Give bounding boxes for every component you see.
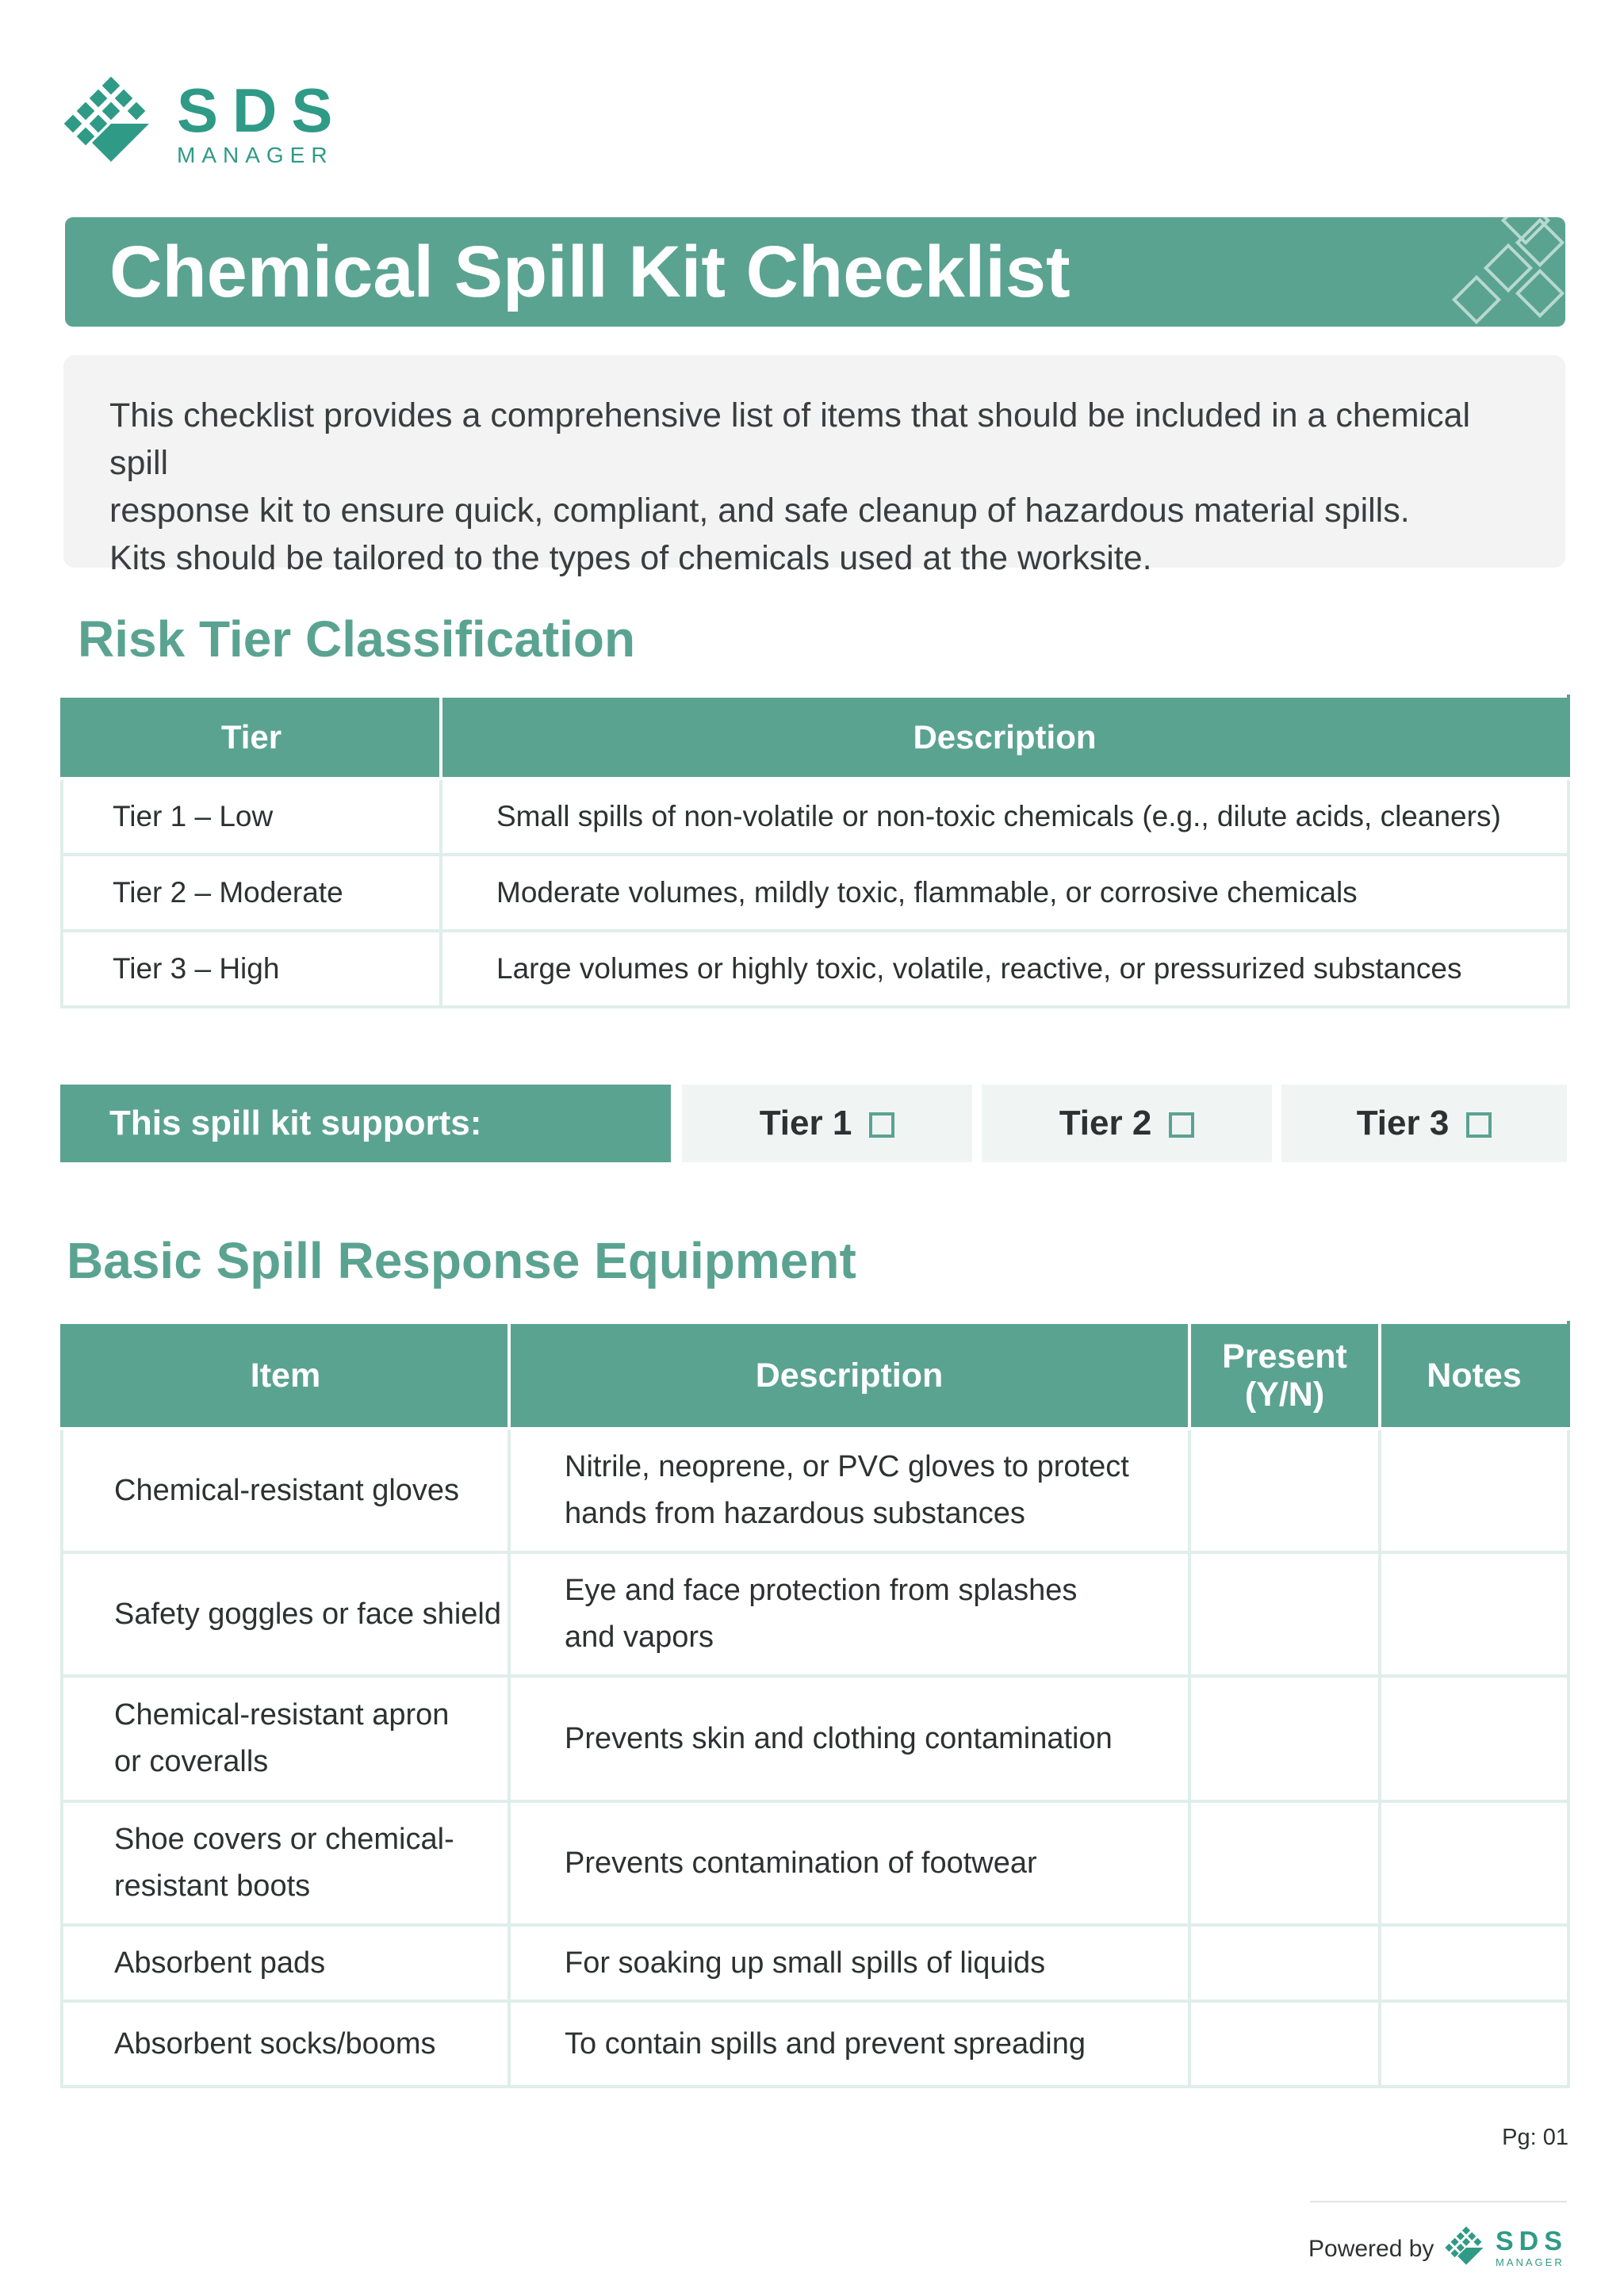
intro-line: This checklist provides a comprehensive list of items that should be included in a chemical spill <box>109 396 1471 482</box>
intro-box <box>63 355 1565 577</box>
intro-line: response kit to ensure quick, compliant, and safe cleanup of hazardous material spills. <box>109 492 1410 530</box>
column-header-notes: Notes <box>1380 1322 1568 1429</box>
item-text: Chemical-resistant apron or coveralls <box>114 1698 450 1778</box>
tier-2-label: Tier 2 <box>1059 1104 1152 1142</box>
item-text: Shoe covers or chemical-resistant boots <box>114 1823 454 1903</box>
column-header-description: Description <box>509 1322 1189 1429</box>
table-row <box>62 931 1568 1007</box>
table-row <box>62 1552 1568 1676</box>
notes-cell[interactable] <box>1380 1676 1568 1801</box>
tier-3-label: Tier 3 <box>1356 1104 1450 1142</box>
item-cell: Chemical-resistant gloves <box>62 1429 509 1552</box>
footer-brand-name: SDS <box>1496 2226 1568 2256</box>
risk-tier-table <box>60 695 1570 1008</box>
tier-description-cell: Moderate volumes, mildly toxic, flammable, or corrosive chemicals <box>441 855 1568 931</box>
column-header-tier: Tier <box>62 696 441 779</box>
notes-cell[interactable] <box>1380 1429 1568 1552</box>
present-cell[interactable] <box>1189 1552 1380 1676</box>
table-row <box>62 855 1568 931</box>
item-cell: Safety goggles or face shield <box>62 1552 509 1676</box>
tier-3-checkbox[interactable] <box>1466 1112 1492 1138</box>
table-header-row <box>62 696 1568 779</box>
item-cell <box>62 1801 509 1925</box>
item-description-cell <box>509 1552 1189 1676</box>
notes-cell[interactable] <box>1380 2001 1568 2087</box>
table-row <box>62 1925 1568 2001</box>
powered-by-label: Powered by <box>1308 2236 1434 2262</box>
item-description-text: Nitrile, neoprene, or PVC gloves to protect hands from hazardous substances <box>565 1450 1129 1530</box>
item-description-cell: To contain spills and prevent spreading <box>509 2001 1189 2087</box>
tier-1-label: Tier 1 <box>759 1104 852 1142</box>
decorative-diamonds-icon <box>1431 217 1565 327</box>
tier-1-checkbox[interactable] <box>869 1112 894 1138</box>
title-banner <box>65 217 1565 327</box>
item-description-cell <box>509 1429 1189 1552</box>
table-row <box>62 1801 1568 1925</box>
present-cell[interactable] <box>1189 1925 1380 2001</box>
notes-cell[interactable] <box>1380 1552 1568 1676</box>
risk-tier-heading: Risk Tier Classification <box>78 610 636 668</box>
tier-description-cell: Large volumes or highly toxic, volatile, reactive, or pressurized substances <box>441 931 1568 1007</box>
column-header-description: Description <box>441 696 1568 779</box>
tier-cell: Tier 2 – Moderate <box>62 855 441 931</box>
table-row <box>62 2001 1568 2087</box>
tier-cell: Tier 3 – High <box>62 931 441 1007</box>
item-cell: Absorbent pads <box>62 1925 509 2001</box>
tier-2-checkbox[interactable] <box>1169 1112 1194 1138</box>
column-header-present: Present (Y/N) <box>1189 1322 1380 1429</box>
tier-description-cell: Small spills of non-volatile or non-toxic chemicals (e.g., dilute acids, cleaners) <box>441 779 1568 855</box>
present-cell[interactable] <box>1189 1429 1380 1552</box>
column-header-item: Item <box>62 1322 509 1429</box>
item-cell: Absorbent socks/booms <box>62 2001 509 2087</box>
tier-2-option[interactable] <box>982 1085 1272 1162</box>
item-description-text: Eye and face protection from splashes and vapors <box>565 1574 1078 1654</box>
tier-1-option[interactable] <box>682 1085 972 1162</box>
item-description-cell: Prevents contamination of footwear <box>509 1801 1189 1925</box>
tier-cell: Tier 1 – Low <box>62 779 441 855</box>
equipment-table <box>60 1321 1570 2088</box>
footer-brand-subname: MANAGER <box>1496 2256 1565 2268</box>
supports-label: This spill kit supports: <box>60 1085 671 1162</box>
tier-3-option[interactable] <box>1281 1085 1567 1162</box>
table-header-row <box>62 1322 1568 1429</box>
page-number: Pg: 01 <box>1502 2125 1568 2150</box>
table-row <box>62 1429 1568 1552</box>
page-title: Chemical Spill Kit Checklist <box>109 232 1071 312</box>
item-description-cell: Prevents skin and clothing contamination <box>509 1676 1189 1801</box>
notes-cell[interactable] <box>1380 1801 1568 1925</box>
brand-name: SDS <box>177 75 347 145</box>
brand-subname: MANAGER <box>177 143 334 167</box>
intro-line: Kits should be tailored to the types of chemicals used at the worksite. <box>109 539 1152 577</box>
sds-manager-logo <box>63 75 347 171</box>
item-description-cell: For soaking up small spills of liquids <box>509 1925 1189 2001</box>
diamond-logo-icon <box>63 76 159 171</box>
present-cell[interactable] <box>1189 1676 1380 1801</box>
diamond-logo-small-icon <box>1445 2226 1488 2269</box>
present-cell[interactable] <box>1189 1801 1380 1925</box>
item-cell <box>62 1676 509 1801</box>
powered-by <box>1308 2226 1570 2271</box>
table-row <box>62 779 1568 855</box>
equipment-heading: Basic Spill Response Equipment <box>67 1232 856 1289</box>
notes-cell[interactable] <box>1380 1925 1568 2001</box>
footer-divider <box>1310 2201 1567 2202</box>
present-cell[interactable] <box>1189 2001 1380 2087</box>
table-row <box>62 1676 1568 1801</box>
